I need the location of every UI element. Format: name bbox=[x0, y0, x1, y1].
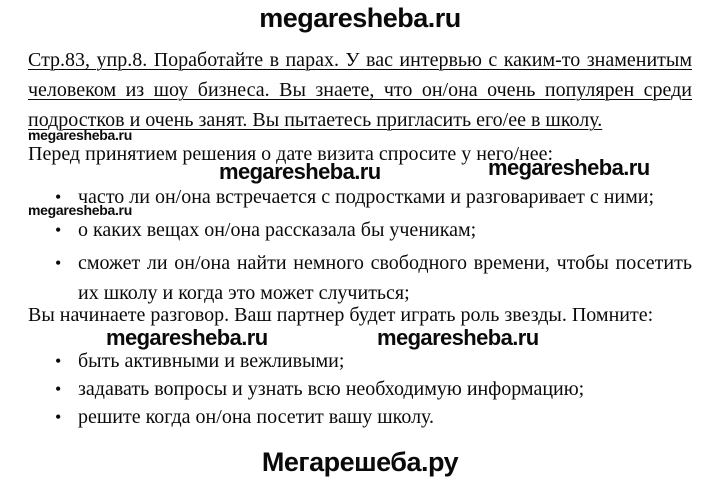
task-statement-line-3: подростков и очень занят. Вы пытаетесь пригласить его/ее в школу. bbox=[28, 109, 603, 131]
reminder-text-1: быть активными и вежливыми; bbox=[78, 350, 345, 372]
task-statement bbox=[28, 45, 692, 135]
bullet-icon: • bbox=[55, 407, 62, 427]
watermark-medium-4: megaresheba.ru bbox=[377, 325, 539, 350]
site-brand-footer: Мегарешеба.ру bbox=[261, 447, 459, 477]
watermark-small-1: megaresheba.ru bbox=[28, 127, 132, 143]
reminder-text-3: решите когда он/она посетит вашу школу. bbox=[78, 406, 435, 428]
task-statement-line-2: человеком из шоу бизнеса. Вы знаете, что он/она очень популярен среди bbox=[28, 79, 692, 101]
question-text-1: часто ли он/она встречается с подростками и разговаривает с ними; bbox=[78, 186, 655, 208]
question-text-3: сможет ли он/она найти немного свободного времени, чтобы посетить их школу и когда это может случиться; bbox=[78, 252, 692, 304]
list-item bbox=[50, 347, 692, 375]
reminder-text-2: задавать вопросы и узнать всю необходимую информацию; bbox=[78, 378, 585, 400]
watermark-medium-3: megaresheba.ru bbox=[106, 325, 268, 350]
bullet-icon: • bbox=[55, 351, 62, 371]
list-item bbox=[50, 375, 692, 403]
bullet-icon: • bbox=[55, 253, 62, 273]
task-statement-line-1: Стр.83, упр.8. Поработайте в парах. У вас интервью с каким-то знаменитым bbox=[28, 49, 692, 71]
watermark-small-2: megaresheba.ru bbox=[28, 202, 132, 218]
bullet-icon: • bbox=[55, 379, 62, 399]
reminders-list bbox=[50, 347, 692, 431]
watermark-medium-1: megaresheba.ru bbox=[219, 159, 381, 184]
intro-paragraph: Перед принятием решения о дате визита спросите у него/нее: bbox=[28, 143, 554, 165]
question-text-2: о каких вещах он/она рассказала бы ученикам; bbox=[78, 219, 477, 241]
bullet-icon: • bbox=[55, 220, 62, 240]
partner-note-paragraph: Вы начинаете разговор. Ваш партнер будет играть роль звезды. Помните: bbox=[28, 304, 654, 326]
watermark-medium-2: megaresheba.ru bbox=[488, 155, 650, 180]
bullet-icon: • bbox=[55, 187, 62, 207]
list-item bbox=[50, 215, 692, 245]
questions-list bbox=[50, 182, 692, 311]
list-item bbox=[50, 182, 692, 212]
list-item bbox=[50, 403, 692, 431]
site-brand-header: megaresheba.ru bbox=[259, 3, 461, 33]
list-item bbox=[50, 248, 692, 308]
